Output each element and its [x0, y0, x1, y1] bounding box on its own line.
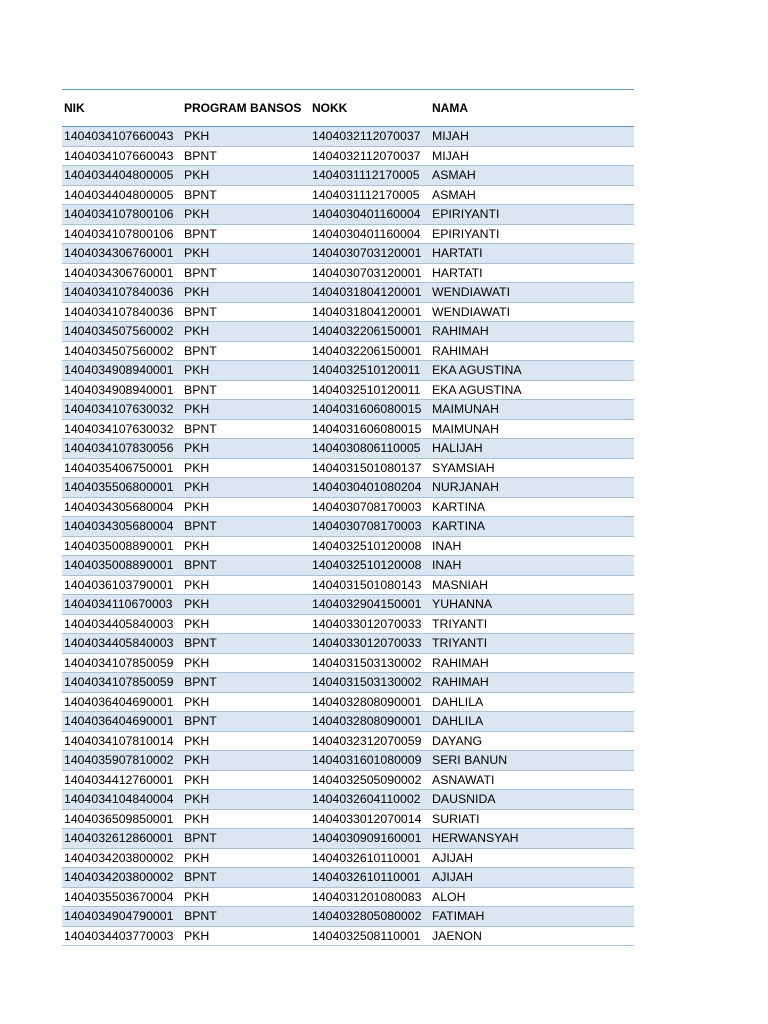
cell-nik: 1404036404690001 — [64, 694, 174, 709]
cell-program-bansos: BPNT — [184, 187, 217, 202]
cell-nik: 1404034507560002 — [64, 324, 174, 338]
cell-nama: INAH — [432, 538, 462, 553]
table-row — [62, 498, 634, 518]
cell-program-bansos: PKH — [184, 129, 210, 143]
cell-nokk: 1404032610110001 — [312, 870, 421, 884]
cell-nama: MIJAH — [432, 129, 469, 143]
table-row — [62, 556, 634, 576]
cell-nik: 1404034107660043 — [64, 129, 174, 143]
cell-nama: AJIJAH — [432, 870, 473, 884]
table-row — [62, 888, 634, 908]
cell-program-bansos: PKH — [184, 538, 210, 553]
cell-nama: MAIMUNAH — [432, 402, 499, 416]
cell-nik: 1404034908940001 — [64, 363, 174, 377]
cell-program-bansos: BPNT — [184, 265, 217, 280]
cell-nama: ASMAH — [432, 168, 476, 182]
cell-nama: EKA AGUSTINA — [432, 363, 522, 377]
cell-program-bansos: PKH — [184, 246, 210, 260]
cell-nik: 1404036509850001 — [64, 811, 174, 826]
cell-nama: FATIMAH — [432, 909, 485, 923]
cell-nama: HARTATI — [432, 265, 483, 280]
cell-nokk: 1404030401160004 — [312, 226, 421, 241]
cell-nokk: 1404032510120008 — [312, 538, 422, 553]
cell-program-bansos: PKH — [184, 850, 210, 865]
cell-nama: MIJAH — [432, 148, 469, 163]
table-row — [62, 186, 634, 206]
cell-nik: 1404034107800106 — [64, 207, 174, 221]
cell-nik: 1404034107810014 — [64, 733, 174, 748]
cell-nokk: 1404032805080002 — [312, 909, 422, 923]
cell-nik: 1404034412760001 — [64, 772, 174, 787]
table-row — [62, 732, 634, 752]
cell-nokk: 1404030401160004 — [312, 207, 421, 221]
cell-program-bansos: PKH — [184, 772, 210, 787]
cell-program-bansos: BPNT — [184, 421, 217, 436]
cell-nama: YUHANNA — [432, 597, 493, 611]
table-row — [62, 322, 634, 342]
table-row — [62, 615, 634, 635]
table-row — [62, 225, 634, 245]
table-row — [62, 829, 634, 849]
cell-nama: EKA AGUSTINA — [432, 382, 522, 397]
cell-nama: NURJANAH — [432, 480, 499, 494]
cell-program-bansos: BPNT — [184, 558, 217, 572]
table-row — [62, 478, 634, 498]
table-body — [62, 127, 634, 946]
cell-nama: JAENON — [432, 928, 482, 943]
cell-nama: SURIATI — [432, 811, 480, 826]
cell-nokk: 1404031804120001 — [312, 304, 422, 319]
table-row — [62, 810, 634, 830]
table-row — [62, 537, 634, 557]
cell-nama: DAUSNIDA — [432, 792, 496, 806]
cell-nik: 1404034908940001 — [64, 382, 174, 397]
cell-program-bansos: PKH — [184, 460, 210, 475]
cell-nik: 1404034203800002 — [64, 870, 174, 884]
table-header-row — [62, 90, 634, 127]
cell-program-bansos: BPNT — [184, 636, 217, 650]
cell-nik: 1404035506800001 — [64, 480, 174, 494]
table-row — [62, 751, 634, 771]
cell-nama: HALIJAH — [432, 441, 483, 455]
cell-nama: KARTINA — [432, 519, 486, 533]
cell-nik: 1404034305680004 — [64, 519, 174, 533]
cell-nokk: 1404031501080137 — [312, 460, 422, 475]
cell-nokk: 1404030806110005 — [312, 441, 421, 455]
cell-nik: 1404034507560002 — [64, 343, 174, 358]
cell-nama: RAHIMAH — [432, 675, 489, 689]
cell-program-bansos: BPNT — [184, 226, 217, 241]
table-row — [62, 693, 634, 713]
cell-nokk: 1404031503130002 — [312, 675, 422, 689]
cell-nik: 1404034405840003 — [64, 636, 174, 650]
table-row — [62, 244, 634, 264]
cell-nik: 1404034306760001 — [64, 246, 174, 260]
cell-nokk: 1404032808090001 — [312, 694, 422, 709]
cell-program-bansos: BPNT — [184, 519, 217, 533]
cell-nokk: 1404031503130002 — [312, 655, 422, 670]
cell-nama: MAIMUNAH — [432, 421, 499, 436]
cell-nama: HARTATI — [432, 246, 483, 260]
cell-nokk: 1404031606080015 — [312, 402, 422, 416]
cell-nama: INAH — [432, 558, 462, 572]
table-row — [62, 634, 634, 654]
table-row — [62, 849, 634, 869]
cell-program-bansos: PKH — [184, 597, 210, 611]
cell-program-bansos: PKH — [184, 285, 210, 299]
cell-nik: 1404032612860001 — [64, 831, 174, 845]
cell-nik: 1404035406750001 — [64, 460, 174, 475]
cell-nik: 1404034404800005 — [64, 168, 174, 182]
cell-nama: RAHIMAH — [432, 343, 489, 358]
cell-nama: WENDIAWATI — [432, 285, 511, 299]
table-row — [62, 283, 634, 303]
cell-program-bansos: PKH — [184, 577, 210, 592]
cell-nokk: 1404031804120001 — [312, 285, 422, 299]
cell-nama: DAHLILA — [432, 694, 484, 709]
cell-program-bansos: BPNT — [184, 714, 217, 728]
cell-nokk: 1404032206150001 — [312, 324, 422, 338]
cell-nik: 1404034107850059 — [64, 675, 174, 689]
cell-nik: 1404034107660043 — [64, 148, 174, 163]
cell-nik: 1404034306760001 — [64, 265, 174, 280]
table-row — [62, 868, 634, 888]
cell-program-bansos: BPNT — [184, 675, 217, 689]
cell-nik: 1404034107800106 — [64, 226, 174, 241]
cell-program-bansos: BPNT — [184, 304, 217, 319]
cell-nama: TRIYANTI — [432, 636, 488, 650]
cell-program-bansos: PKH — [184, 499, 210, 514]
table-row — [62, 400, 634, 420]
cell-nik: 1404035503670004 — [64, 889, 174, 904]
cell-program-bansos: PKH — [184, 655, 210, 670]
cell-nik: 1404034107830056 — [64, 441, 174, 455]
cell-program-bansos: PKH — [184, 168, 210, 182]
cell-nokk: 1404032808090001 — [312, 714, 422, 728]
table-row — [62, 927, 634, 947]
cell-program-bansos: PKH — [184, 928, 210, 943]
cell-program-bansos: BPNT — [184, 909, 217, 923]
cell-nokk: 1404032510120008 — [312, 558, 422, 572]
cell-nokk: 1404032904150001 — [312, 597, 422, 611]
table-row — [62, 654, 634, 674]
cell-program-bansos: BPNT — [184, 148, 217, 163]
cell-program-bansos: PKH — [184, 753, 210, 767]
cell-nama: ASMAH — [432, 187, 476, 202]
cell-nokk: 1404033012070033 — [312, 636, 422, 650]
header-nik: NIK — [64, 101, 85, 115]
table-row — [62, 342, 634, 362]
cell-nokk: 1404032510120011 — [312, 363, 421, 377]
cell-nik: 1404035907810002 — [64, 753, 174, 767]
cell-nokk: 1404032312070059 — [312, 733, 422, 748]
cell-nama: EPIRIYANTI — [432, 207, 500, 221]
cell-nokk: 1404031501080143 — [312, 577, 422, 592]
cell-program-bansos: PKH — [184, 792, 210, 806]
table-row — [62, 381, 634, 401]
cell-nik: 1404036404690001 — [64, 714, 174, 728]
table-row — [62, 303, 634, 323]
cell-nokk: 1404032604110002 — [312, 792, 421, 806]
data-table — [62, 89, 634, 946]
table-row — [62, 673, 634, 693]
cell-nik: 1404034203800002 — [64, 850, 174, 865]
table-row — [62, 790, 634, 810]
cell-program-bansos: BPNT — [184, 343, 217, 358]
cell-nokk: 1404031112170005 — [312, 187, 420, 202]
cell-nik: 1404034403770003 — [64, 928, 174, 943]
table-row — [62, 907, 634, 927]
cell-nik: 1404036103790001 — [64, 577, 174, 592]
cell-nokk: 1404030708170003 — [312, 499, 422, 514]
cell-nokk: 1404032206150001 — [312, 343, 422, 358]
header-nokk: NOKK — [312, 101, 348, 115]
cell-nik: 1404035008890001 — [64, 558, 174, 572]
table-row — [62, 576, 634, 596]
cell-program-bansos: BPNT — [184, 870, 217, 884]
cell-nama: AJIJAH — [432, 850, 473, 865]
table-row — [62, 361, 634, 381]
cell-nama: SYAMSIAH — [432, 460, 495, 475]
cell-nokk: 1404031601080009 — [312, 753, 422, 767]
cell-program-bansos: PKH — [184, 616, 210, 631]
cell-program-bansos: BPNT — [184, 382, 217, 397]
cell-nokk: 1404033012070033 — [312, 616, 422, 631]
cell-nik: 1404034110670003 — [64, 597, 173, 611]
cell-nik: 1404034405840003 — [64, 616, 174, 631]
cell-nik: 1404034904790001 — [64, 909, 174, 923]
cell-nik: 1404034107850059 — [64, 655, 174, 670]
cell-program-bansos: PKH — [184, 324, 210, 338]
cell-program-bansos: PKH — [184, 207, 210, 221]
cell-program-bansos: PKH — [184, 694, 210, 709]
cell-program-bansos: PKH — [184, 363, 210, 377]
cell-nama: HERWANSYAH — [432, 831, 519, 845]
table-row — [62, 420, 634, 440]
table-row — [62, 127, 634, 147]
cell-program-bansos: PKH — [184, 480, 210, 494]
cell-nama: EPIRIYANTI — [432, 226, 500, 241]
table-row — [62, 459, 634, 479]
table-row — [62, 147, 634, 167]
table-row — [62, 712, 634, 732]
cell-program-bansos: PKH — [184, 733, 210, 748]
cell-program-bansos: PKH — [184, 441, 210, 455]
header-program-bansos: PROGRAM BANSOS — [184, 101, 302, 115]
cell-nama: RAHIMAH — [432, 324, 489, 338]
cell-nokk: 1404030401080204 — [312, 480, 422, 494]
cell-nama: RAHIMAH — [432, 655, 489, 670]
table-row — [62, 595, 634, 615]
table-row — [62, 264, 634, 284]
cell-nokk: 1404032610110001 — [312, 850, 421, 865]
cell-nokk: 1404030909160001 — [312, 831, 422, 845]
cell-nik: 1404034107840036 — [64, 304, 174, 319]
cell-program-bansos: PKH — [184, 889, 210, 904]
cell-nama: ALOH — [432, 889, 466, 904]
cell-nokk: 1404032112070037 — [312, 148, 421, 163]
cell-nik: 1404034305680004 — [64, 499, 174, 514]
cell-nama: DAYANG — [432, 733, 483, 748]
table-row — [62, 517, 634, 537]
header-nama: NAMA — [432, 101, 468, 115]
cell-nik: 1404034107630032 — [64, 421, 174, 436]
cell-nokk: 1404032505090002 — [312, 772, 422, 787]
cell-nokk: 1404031112170005 — [312, 168, 420, 182]
cell-program-bansos: PKH — [184, 402, 210, 416]
cell-nokk: 1404031201080083 — [312, 889, 422, 904]
cell-nokk: 1404032510120011 — [312, 382, 421, 397]
cell-nik: 1404034107630032 — [64, 402, 174, 416]
table-row — [62, 205, 634, 225]
cell-nokk: 1404031606080015 — [312, 421, 422, 436]
cell-nama: SERI BANUN — [432, 753, 508, 767]
cell-nama: DAHLILA — [432, 714, 484, 728]
cell-nik: 1404034104840004 — [64, 792, 174, 806]
cell-nokk: 1404032508110001 — [312, 928, 421, 943]
cell-nik: 1404035008890001 — [64, 538, 174, 553]
cell-nama: WENDIAWATI — [432, 304, 511, 319]
cell-nokk: 1404033012070014 — [312, 811, 422, 826]
cell-program-bansos: PKH — [184, 811, 210, 826]
cell-program-bansos: BPNT — [184, 831, 217, 845]
cell-nokk: 1404030708170003 — [312, 519, 422, 533]
cell-nokk: 1404030703120001 — [312, 246, 422, 260]
table-row — [62, 771, 634, 791]
cell-nama: MASNIAH — [432, 577, 489, 592]
table-row — [62, 439, 634, 459]
cell-nama: TRIYANTI — [432, 616, 488, 631]
table-row — [62, 166, 634, 186]
cell-nik: 1404034107840036 — [64, 285, 174, 299]
cell-nik: 1404034404800005 — [64, 187, 174, 202]
cell-nokk: 1404032112070037 — [312, 129, 421, 143]
cell-nama: KARTINA — [432, 499, 486, 514]
cell-nokk: 1404030703120001 — [312, 265, 422, 280]
cell-nama: ASNAWATI — [432, 772, 495, 787]
